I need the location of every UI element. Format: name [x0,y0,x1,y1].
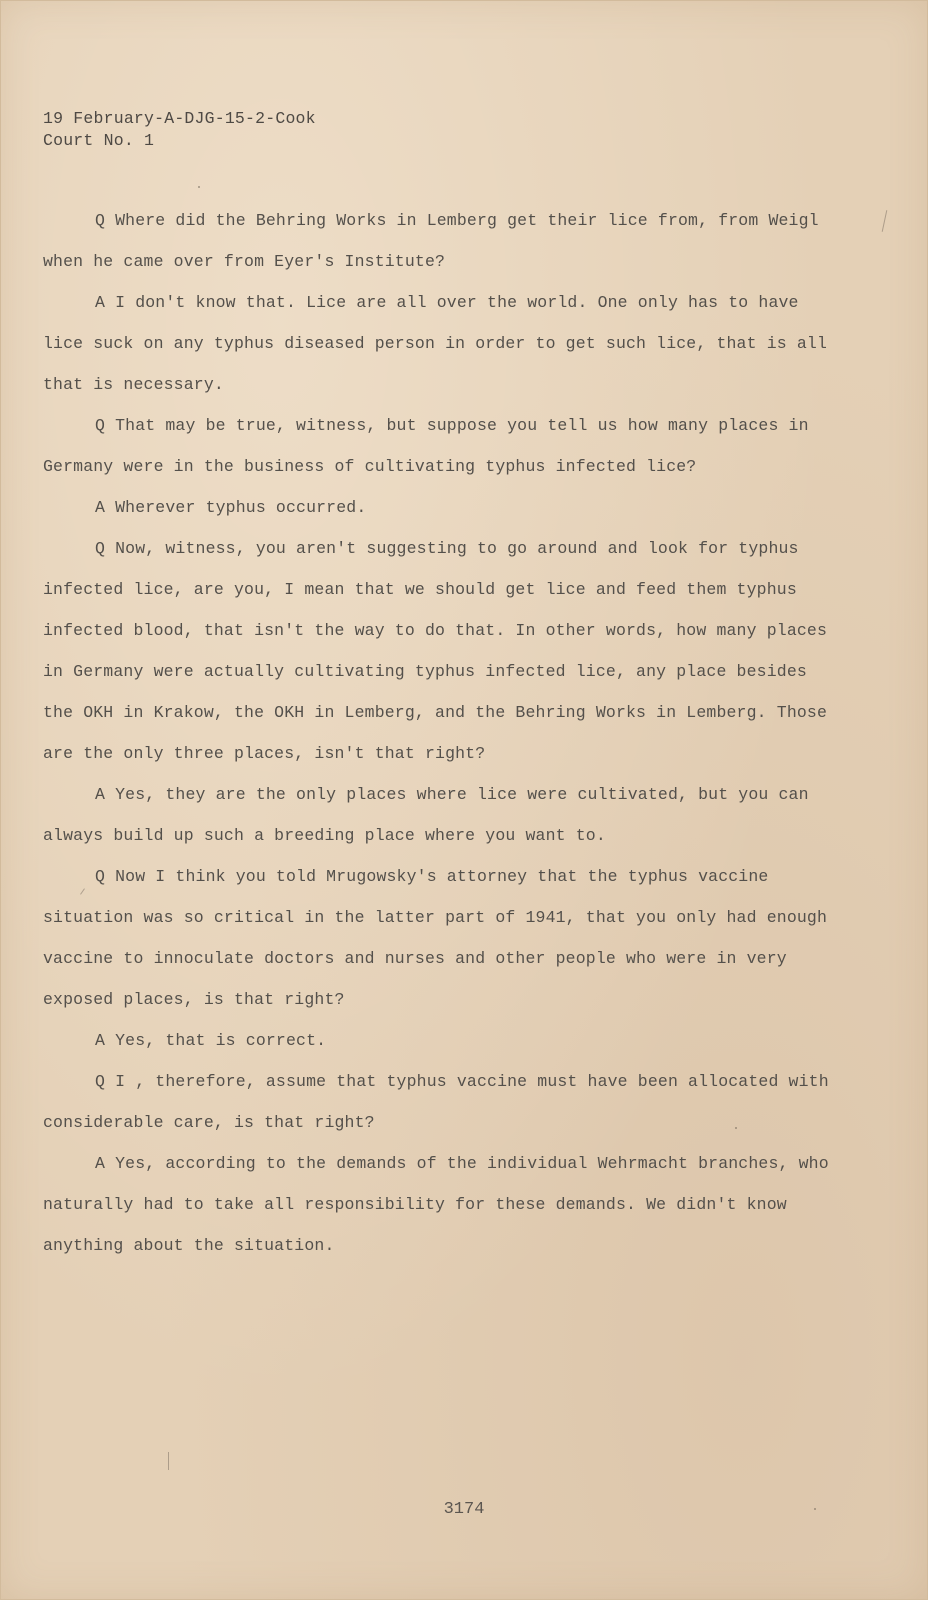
transcript-paragraph: A Yes, they are the only places where lice were cultivated, but you can always build up such a breeding place where you want to. [43,785,809,845]
transcript-paragraph: Q Where did the Behring Works in Lemberg get their lice from, from Weigl when he came over from Eyer's Institute? [43,211,819,271]
paper-mark [814,1508,816,1510]
header-reference: 19 February-A-DJG-15-2-Cook [43,109,316,128]
transcript-paragraph: Q Now I think you told Mrugowsky's attorney that the typhus vaccine situation was so critical in the latter part of 1941, that you only had enough vaccine to innoculate doctors and nurses and other people who were in very exposed places, is that right? [43,867,828,1009]
transcript-body [43,200,843,1266]
document-header [43,108,316,152]
transcript-paragraph: Q That may be true, witness, but suppose you tell us how many places in Germany were in the business of cultivating typhus infected lice? [43,416,809,476]
paper-mark [168,1452,169,1470]
paper-mark [198,186,200,188]
transcript-paragraph: A Yes, that is correct. [95,1031,327,1050]
transcript-paragraph: Q Now, witness, you aren't suggesting to go around and look for typhus infected lice, are you, I mean that we should get lice and feed them typhus infected blood, that isn't the way to do that. In other words, how many places in Germany were actually cultivating typhus infected lice, any place besides the OKH in Krakow, the OKH in Lemberg, and the Behring Works in Lemberg. Those are the only three places, isn't that right? [43,539,828,763]
transcript-paragraph: A I don't know that. Lice are all over the world. One only has to have lice suck on any typhus diseased person in order to get such lice, that is all that is necessary. [43,293,828,394]
paper-mark [735,1127,737,1129]
header-court: Court No. 1 [43,131,155,150]
transcript-paragraph: A Yes, according to the demands of the individual Wehrmacht branches, who naturally had to take all responsibility for these demands. We didn't know anything about the situation. [43,1154,829,1255]
paper-mark [882,210,888,232]
transcript-paragraph: Q I , therefore, assume that typhus vaccine must have been allocated with considerable care, is that right? [43,1072,829,1132]
transcript-paragraph: A Wherever typhus occurred. [95,498,367,517]
page-number: 3174 [443,1500,485,1519]
